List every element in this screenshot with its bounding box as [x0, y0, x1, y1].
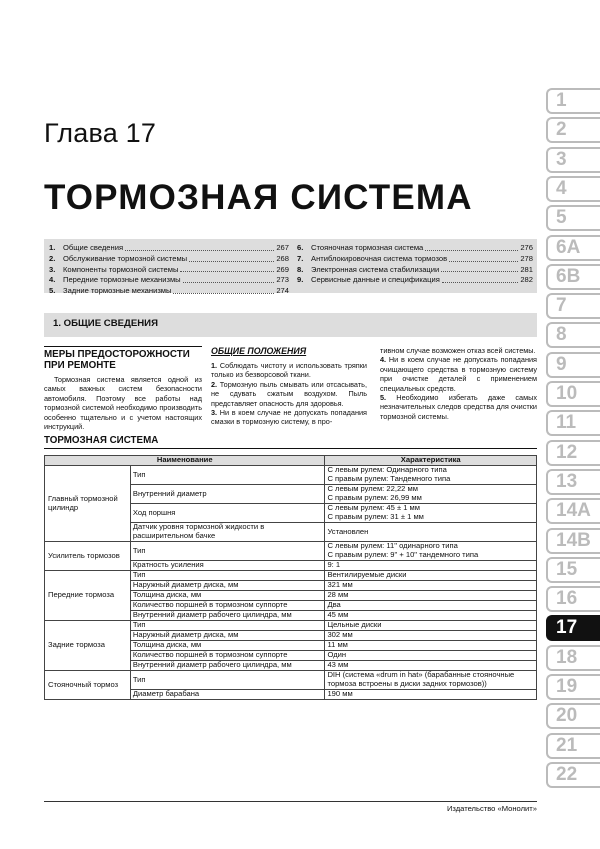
table-title: ТОРМОЗНАЯ СИСТЕМА — [44, 435, 537, 449]
table-value — [325, 485, 537, 504]
toc-item-label: Компоненты тормозной системы — [63, 264, 179, 274]
toc-item-number: 2. — [49, 253, 56, 263]
section-header — [44, 313, 537, 337]
chapter-tab-5[interactable]: 5 — [546, 205, 600, 231]
toc-item[interactable] — [297, 275, 533, 286]
table-value-line: С левым рулем: 11" одинарного типа — [327, 541, 458, 551]
table-param: Датчик уровня тормозной жидкости в расширительном бачке — [130, 523, 325, 542]
table-value-line: Два — [327, 600, 341, 610]
publisher-credit: Издательство «Монолит» — [446, 804, 537, 813]
table-value-line: 45 мм — [327, 610, 349, 620]
table-value-line: С левым рулем: 22,22 мм — [327, 484, 418, 494]
numbered-item — [380, 355, 537, 393]
spec-table — [44, 455, 537, 700]
table-param: Количество поршней в тормозном суппорте — [130, 601, 325, 611]
toc-item-page: 273 — [276, 275, 289, 285]
item-text: Тормозную пыль смывать или отсасывать, не сдувать сжатым воздухом. Пыль представляет опасность для здоровья. — [211, 379, 368, 408]
table-param: Наружный диаметр диска, мм — [130, 631, 325, 641]
table-value — [325, 651, 537, 661]
table-param: Кратность усиления — [130, 561, 325, 571]
table-value — [325, 661, 537, 671]
chapter-tab-8[interactable]: 8 — [546, 322, 600, 348]
toc-item-page: 269 — [276, 264, 289, 274]
table-value — [325, 542, 537, 561]
toc-item-page: 276 — [520, 243, 533, 252]
toc-item[interactable] — [297, 265, 533, 276]
chapter-tab-16[interactable]: 16 — [546, 586, 600, 612]
toc-item-number: 4. — [49, 275, 56, 285]
item-number: 2. — [211, 379, 218, 389]
numbered-item — [380, 393, 537, 421]
table-value — [325, 671, 537, 690]
chapter-tab-7[interactable]: 7 — [546, 293, 600, 319]
column-precautions — [44, 346, 202, 431]
toc-column-right — [297, 243, 533, 286]
chapter-tab-17[interactable]: 17 — [546, 615, 600, 641]
toc-item-label: Сервисные данные и спецификация — [311, 275, 440, 285]
toc-item-page: 274 — [276, 286, 289, 296]
toc-item-label: Передние тормозные механизмы — [63, 275, 181, 285]
chapter-tab-15[interactable]: 15 — [546, 557, 600, 583]
toc-item-label: Антиблокировочная система тормозов — [311, 253, 448, 263]
toc-leader-dots — [183, 275, 275, 283]
table-row — [45, 466, 537, 485]
chapter-label: Глава 17 — [44, 118, 157, 148]
chapter-tab-1[interactable]: 1 — [546, 88, 600, 114]
table-value-line: 28 мм — [327, 590, 349, 600]
table-value-line: С правым рулем: 31 ± 1 мм — [327, 512, 424, 521]
table-value-line: С правым рулем: Тандемного типа — [327, 474, 451, 483]
toc-item-label: Электронная система стабилизации — [311, 264, 440, 274]
toc-item-page: 268 — [276, 253, 289, 263]
toc-item-number: 6. — [297, 243, 304, 252]
toc-item-number: 9. — [297, 275, 304, 285]
chapter-tab-21[interactable]: 21 — [546, 733, 600, 759]
table-group-name: Усилитель тормозов — [45, 542, 131, 571]
table-header-name: Наименование — [45, 456, 325, 466]
table-value — [325, 591, 537, 601]
column-general — [211, 346, 367, 427]
table-row — [45, 571, 537, 581]
precautions-text: Тормозная система является одной из самых важных систем безопасности автомобиля. Поэтому все работы над тормозной системой необходимо производить особенно тщательно и с учетом настоящих инструкций. — [44, 375, 202, 432]
table-row — [45, 671, 537, 690]
table-param: Ход поршня — [130, 504, 325, 523]
toc-item-label: Обслуживание тормозной системы — [63, 253, 188, 263]
toc-column-left — [49, 243, 289, 297]
chapter-tab-19[interactable]: 19 — [546, 674, 600, 700]
numbered-item — [211, 408, 367, 427]
table-value-line: 321 мм — [327, 580, 353, 590]
table-param: Тип — [130, 466, 325, 485]
toc-item-label: Стояночная тормозная система — [311, 243, 424, 252]
toc-item[interactable] — [49, 265, 289, 276]
table-value-line: тормоза встроены в диски задних тормозов)) — [327, 679, 487, 688]
continued-text: тивном случае возможен отказ всей системы. — [380, 346, 536, 355]
toc-item-page: 267 — [276, 243, 289, 252]
chapter-tab-12[interactable]: 12 — [546, 440, 600, 466]
table-value-line: DIH (система «drum in hat» (барабанные стояночные — [327, 670, 515, 680]
table-row — [45, 542, 537, 561]
table-param: Внутренний диаметр рабочего цилиндра, мм — [130, 611, 325, 621]
table-param: Тип — [130, 671, 325, 690]
toc-item-number: 8. — [297, 264, 304, 274]
item-number: 3. — [211, 408, 218, 418]
toc-item-number: 3. — [49, 264, 56, 274]
item-text: Соблюдать чистоту и использовать тряпки только из безворсовой ткани. — [211, 361, 367, 380]
table-header-value: Характеристика — [325, 456, 537, 466]
table-group-name: Задние тормоза — [45, 621, 131, 671]
table-param: Тип — [130, 542, 325, 561]
table-param: Внутренний диаметр рабочего цилиндра, мм — [130, 661, 325, 671]
table-value-line: 9: 1 — [327, 560, 341, 570]
table-value — [325, 466, 537, 485]
item-number: 1. — [211, 361, 218, 370]
chapter-tab-6a[interactable]: 6A — [546, 235, 600, 261]
item-number: 4. — [380, 355, 387, 365]
toc-leader-dots — [442, 275, 519, 283]
footer-divider — [44, 801, 537, 802]
table-group-name: Передние тормоза — [45, 571, 131, 621]
table-value-line: 302 мм — [327, 630, 353, 640]
chapter-tab-4[interactable]: 4 — [546, 176, 600, 202]
chapter-tab-14b[interactable]: 14B — [546, 528, 600, 554]
item-text: Ни в коем случае не допускать попадания очищающего средства в тормозную систему при очистке деталей с применением специальных средств. — [380, 355, 537, 393]
table-group-name: Стояночный тормоз — [45, 671, 131, 700]
table-param: Количество поршней в тормозном суппорте — [130, 651, 325, 661]
toc-item[interactable] — [297, 254, 533, 265]
table-value — [325, 571, 537, 581]
chapter-tab-20[interactable]: 20 — [546, 703, 600, 729]
chapter-tab-13[interactable]: 13 — [546, 469, 600, 495]
chapter-tab-9[interactable]: 9 — [546, 352, 600, 378]
table-value-line: Вентилируемые диски — [327, 570, 407, 580]
table-value-line: 43 мм — [327, 660, 349, 670]
toc-item[interactable] — [49, 243, 289, 254]
column-general-continued — [380, 346, 537, 421]
item-text: Ни в коем случае не допускать попадания смазки в тормозную систему, в про- — [211, 408, 367, 427]
section-header-text: 1. ОБЩИЕ СВЕДЕНИЯ — [53, 318, 158, 329]
table-value — [325, 504, 537, 523]
chapter-tab-18[interactable]: 18 — [546, 645, 600, 671]
table-value — [325, 523, 537, 542]
table-value — [325, 581, 537, 591]
toc-item-label: Задние тормозные механизмы — [63, 286, 172, 296]
chapter-tab-2[interactable]: 2 — [546, 117, 600, 143]
table-value-line: С левым рулем: Одинарного типа — [327, 465, 447, 475]
table-value — [325, 631, 537, 641]
table-value — [325, 601, 537, 611]
toc-leader-dots — [449, 254, 518, 262]
table-value — [325, 561, 537, 571]
chapter-tab-14a[interactable]: 14A — [546, 498, 600, 524]
toc-item[interactable] — [49, 275, 289, 286]
toc-item[interactable] — [297, 243, 533, 254]
toc-item-page: 281 — [520, 264, 533, 274]
chapter-tab-10[interactable]: 10 — [546, 381, 600, 407]
table-value-line: Один — [327, 650, 347, 660]
table-row — [45, 621, 537, 631]
table-param: Внутренний диаметр — [130, 485, 325, 504]
toc-item-number: 5. — [49, 286, 56, 296]
table-value — [325, 621, 537, 631]
toc-leader-dots — [173, 286, 274, 294]
table-value — [325, 690, 537, 700]
table-of-contents — [44, 239, 537, 296]
chapter-tab-6b[interactable]: 6B — [546, 264, 600, 290]
chapter-tab-11[interactable]: 11 — [546, 410, 600, 436]
toc-item[interactable] — [49, 286, 289, 297]
toc-item-page: 282 — [520, 275, 533, 285]
toc-item[interactable] — [49, 254, 289, 265]
table-param: Толщина диска, мм — [130, 591, 325, 601]
toc-item-number: 7. — [297, 253, 304, 263]
precautions-heading: МЕРЫ ПРЕДОСТОРОЖНОСТИ ПРИ РЕМОНТЕ — [44, 346, 202, 371]
general-heading: ОБЩИЕ ПОЛОЖЕНИЯ — [211, 346, 307, 356]
numbered-item — [211, 361, 367, 380]
chapter-tab-3[interactable]: 3 — [546, 147, 600, 173]
table-value — [325, 611, 537, 621]
table-param: Диаметр барабана — [130, 690, 325, 700]
toc-leader-dots — [189, 254, 274, 262]
table-value-line: Установлен — [327, 526, 369, 536]
chapter-tab-22[interactable]: 22 — [546, 762, 600, 788]
table-value-line: С левым рулем: 45 ± 1 мм — [327, 503, 420, 513]
table-value-line: 190 мм — [327, 689, 353, 699]
toc-leader-dots — [441, 265, 518, 273]
page-title: ТОРМОЗНАЯ СИСТЕМА — [44, 178, 473, 217]
toc-leader-dots — [125, 243, 274, 251]
table-value-line: 11 мм — [327, 640, 348, 650]
toc-item-number: 1. — [49, 243, 56, 252]
table-param: Наружный диаметр диска, мм — [130, 581, 325, 591]
toc-item-label: Общие сведения — [63, 243, 124, 252]
toc-item-page: 278 — [520, 253, 533, 263]
table-group-name: Главный тормозной цилиндр — [45, 466, 131, 542]
table-param: Толщина диска, мм — [130, 641, 325, 651]
table-value-line: С правым рулем: 26,99 мм — [327, 493, 422, 502]
numbered-item — [211, 380, 367, 408]
table-value-line: С правым рулем: 9" + 10" тандемного типа — [327, 550, 479, 559]
item-number: 5. — [380, 393, 387, 403]
table-value — [325, 641, 537, 651]
toc-leader-dots — [425, 243, 518, 251]
table-param: Тип — [130, 571, 325, 581]
toc-leader-dots — [180, 265, 274, 273]
table-param: Тип — [130, 621, 325, 631]
item-text: Необходимо избегать даже самых незначительных следов средства для очистки тормозной системы. — [380, 393, 537, 421]
table-value-line: Цельные диски — [327, 620, 382, 630]
